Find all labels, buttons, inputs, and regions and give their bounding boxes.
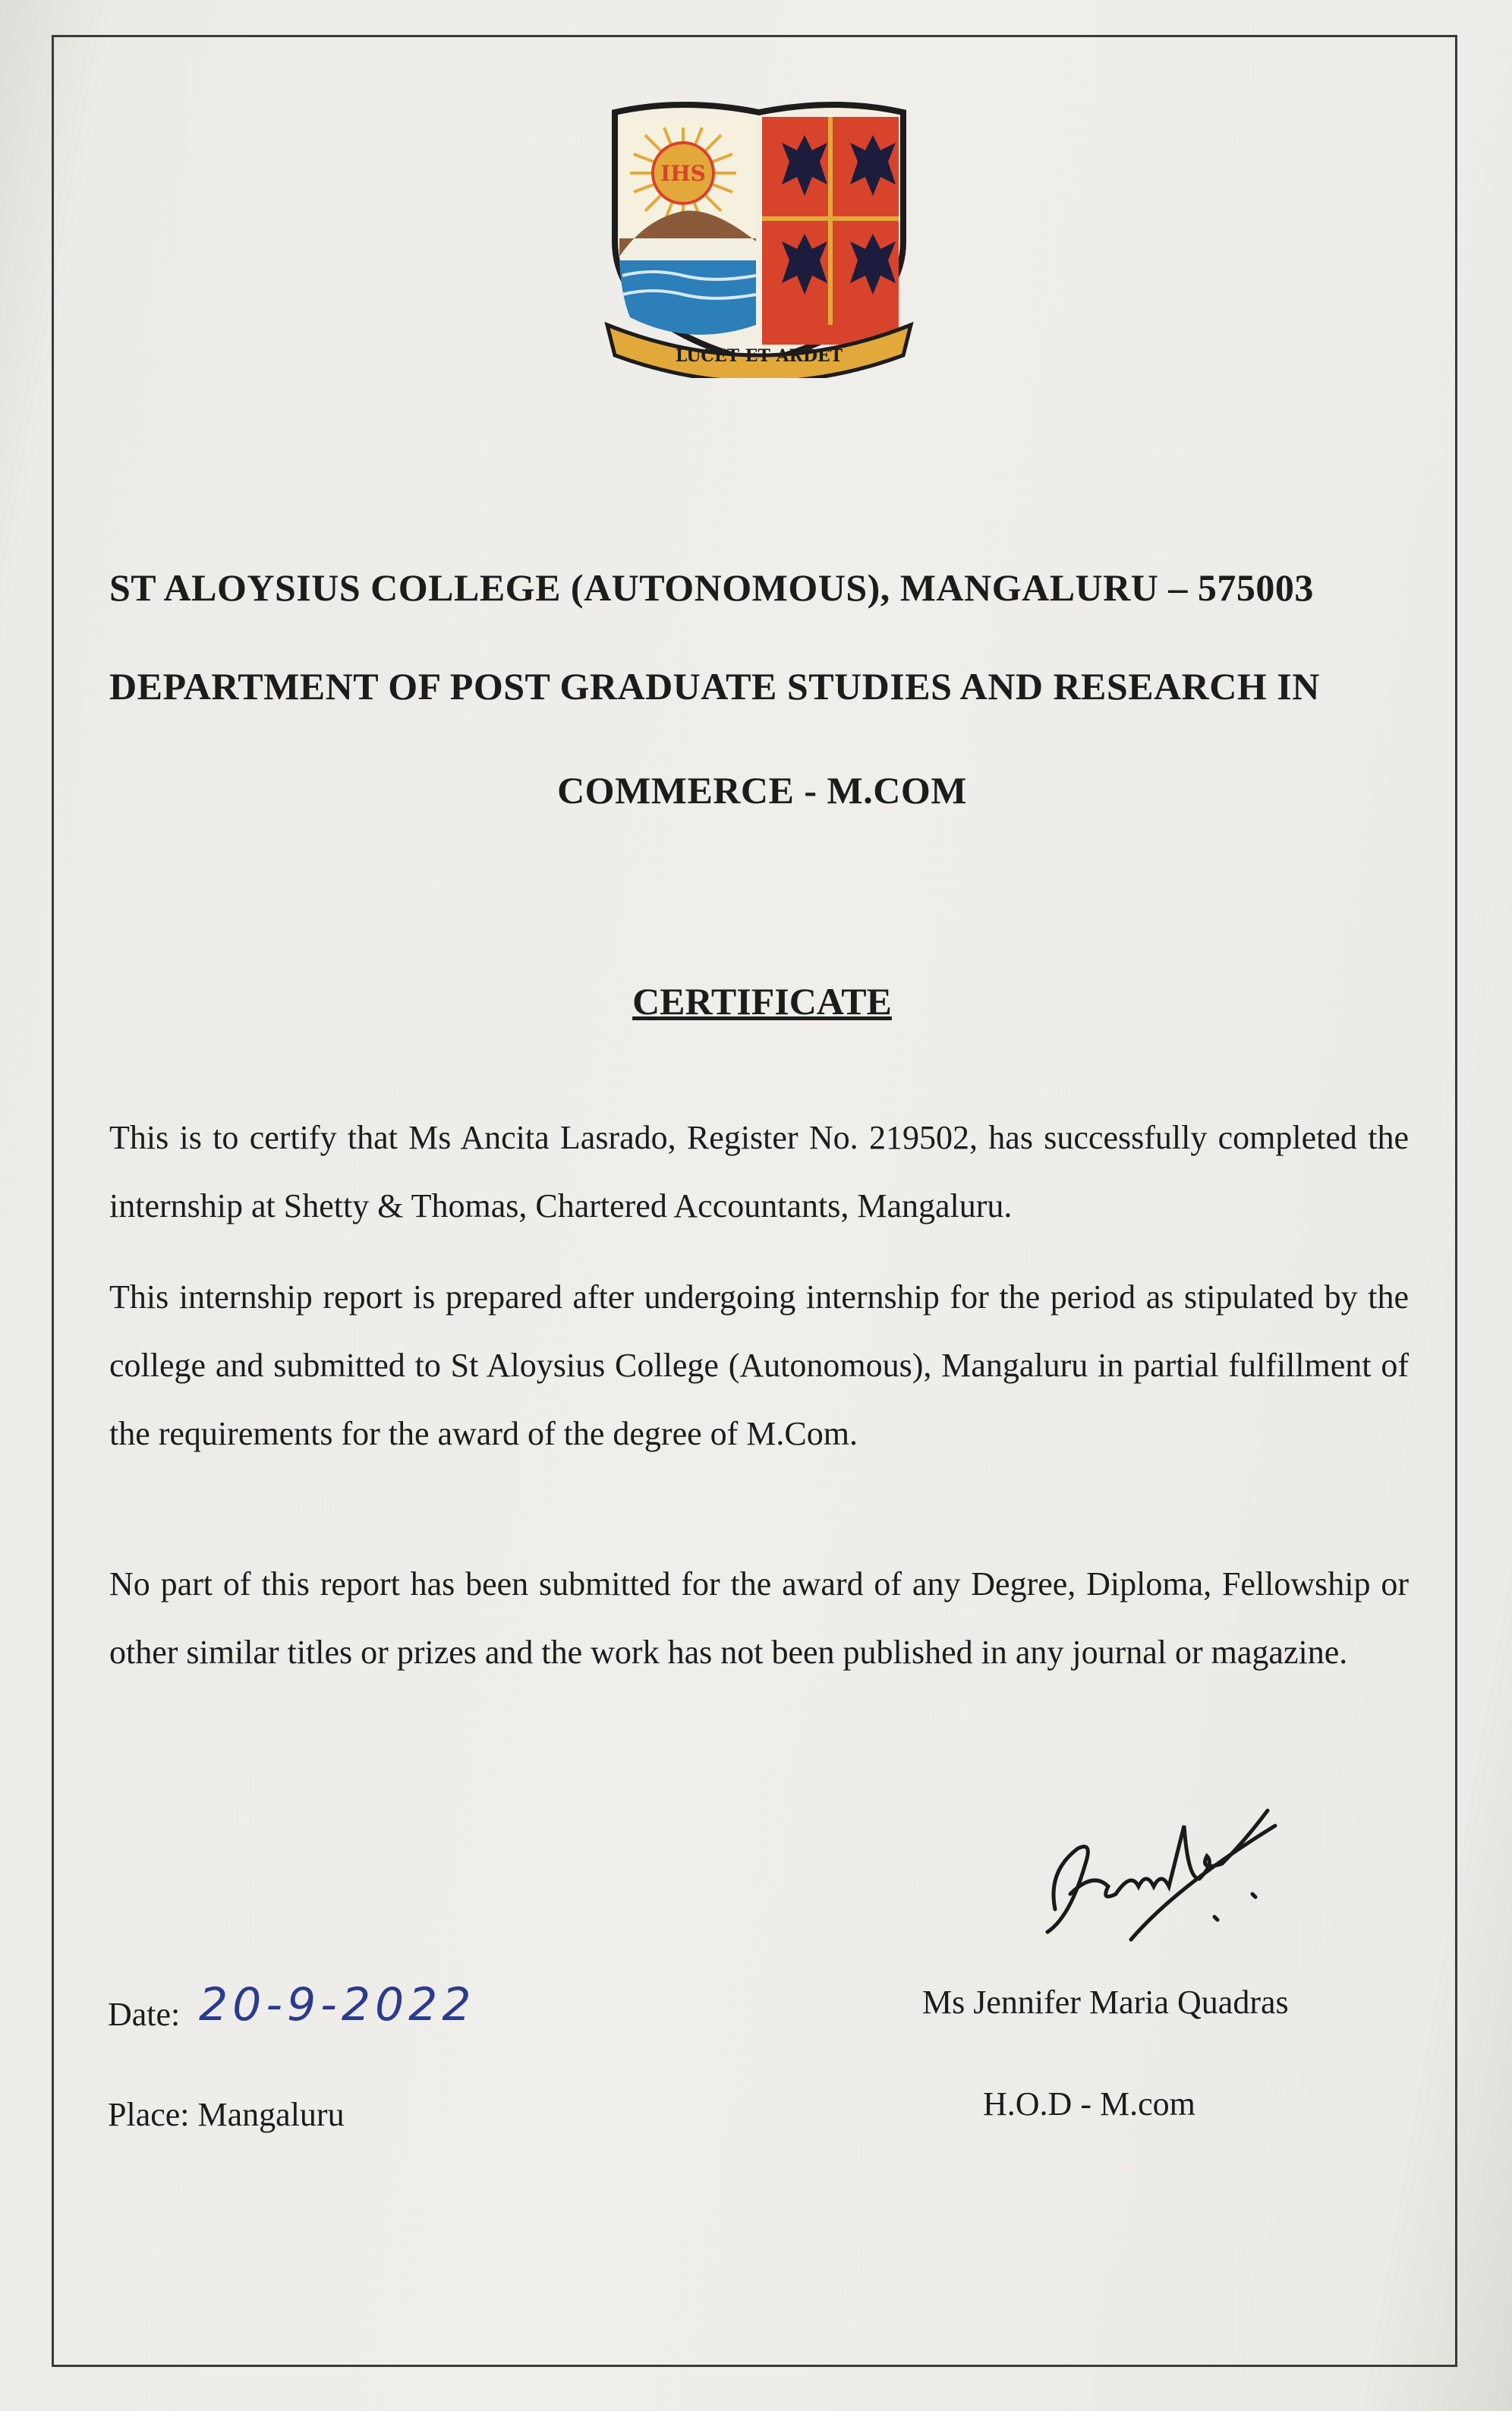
handwritten-signature <box>1025 1780 1298 1955</box>
signatory-designation: H.O.D - M.com <box>983 2085 1195 2123</box>
certificate-title: CERTIFICATE <box>632 980 892 1023</box>
date-label: Date: <box>108 1996 181 2033</box>
college-crest-logo <box>600 97 918 378</box>
department-heading-line2: COMMERCE - M.COM <box>557 769 967 812</box>
svg-text:IHS: IHS <box>660 161 706 186</box>
certify-paragraph: This is to certify that Ms Ancita Lasrado, Register No. 219502, has successfully completed the internship at Shetty & Thomas, Chartered Accountants, Mangaluru. <box>109 1119 1409 1224</box>
declaration-paragraph: No part of this report has been submitted for the award of any Degree, Diploma, Fellowship or other similar titles or prizes and the work has not been published in any journal or magazine. <box>109 1565 1409 1671</box>
svg-text:LUCET ET ARDET: LUCET ET ARDET <box>675 346 843 366</box>
date-value-handwritten: 20-9-2022 <box>199 1978 476 2031</box>
report-paragraph: This internship report is prepared after undergoing internship for the period as stipulated by the college and submitted to St Aloysius College (Autonomous), Mangaluru in partial fulfillment of the requirements for the award of the degree of M.Com. <box>109 1278 1409 1452</box>
department-heading-line1: DEPARTMENT OF POST GRADUATE STUDIES AND RESEARCH IN <box>109 665 1320 708</box>
college-heading: ST ALOYSIUS COLLEGE (AUTONOMOUS), MANGALURU – 575003 <box>109 566 1314 609</box>
signatory-name: Ms Jennifer Maria Quadras <box>922 1984 1289 2021</box>
place-label: Place: Mangaluru <box>108 2096 345 2133</box>
